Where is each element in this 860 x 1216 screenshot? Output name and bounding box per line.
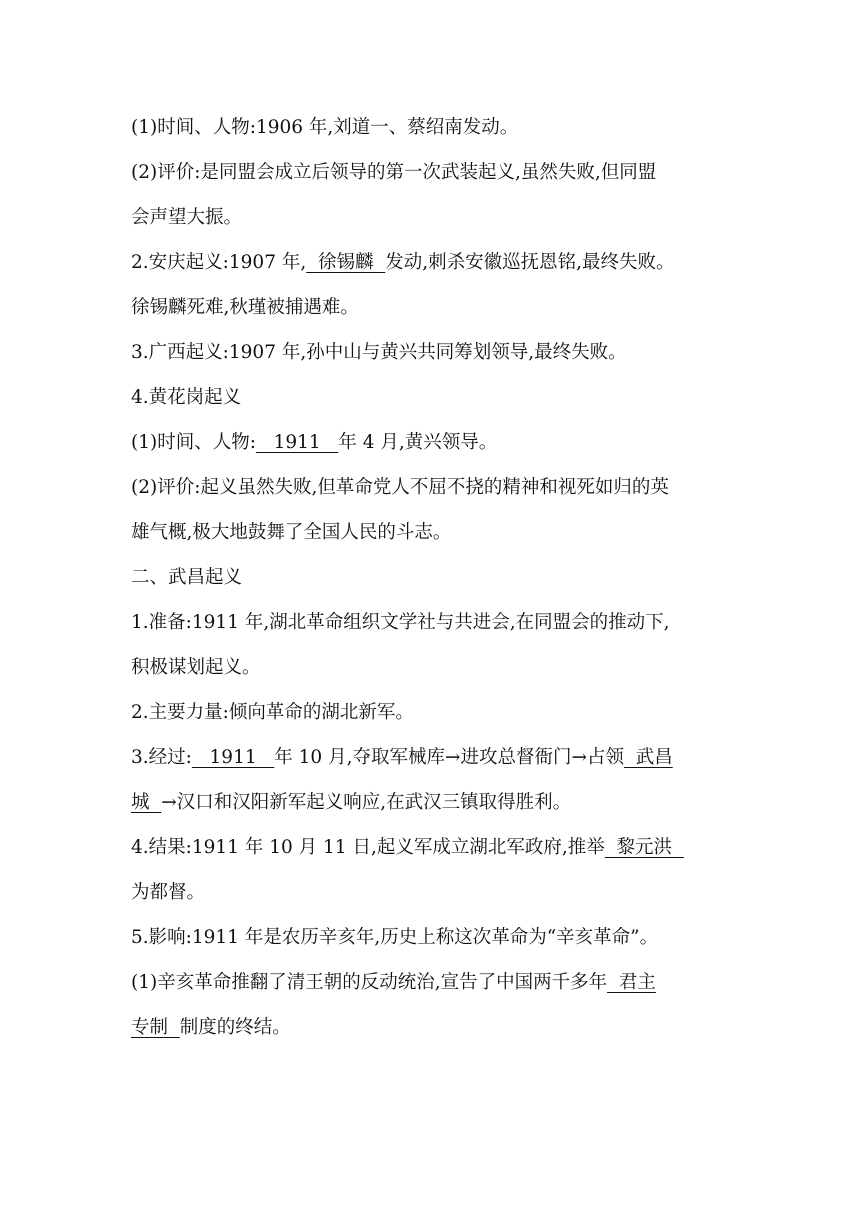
text-line-1 — [131, 115, 518, 141]
text-line-16 — [131, 790, 571, 816]
text: 5.影响:1911 年是农历辛亥年,历史上称这次革命为“辛亥革命”。 — [131, 927, 659, 948]
text: (1)时间、人物:1906 年,刘道一、蔡绍南发动。 — [131, 117, 519, 138]
text: 年 4 月,黄兴领导。 — [338, 432, 498, 453]
text-line-6 — [131, 340, 627, 366]
text-line-10 — [131, 520, 451, 546]
text-line-17 — [131, 835, 684, 861]
text: 为都督。 — [131, 882, 206, 903]
answer-blank: 黎元洪 — [604, 837, 684, 858]
text-line-4 — [131, 250, 675, 276]
text: (2)评价:是同盟会成立后领导的第一次武装起义,虽然失败,但同盟 — [131, 162, 657, 183]
section-heading — [131, 565, 242, 591]
text-line-5 — [131, 295, 359, 321]
text-line-13 — [131, 655, 261, 681]
answer-blank: 徐锡麟 — [306, 252, 386, 273]
text-line-14 — [131, 700, 414, 726]
answer-blank: 武昌 — [623, 747, 673, 768]
text-line-12 — [131, 610, 670, 636]
text-line-3 — [131, 205, 242, 231]
text-line-15 — [131, 745, 673, 771]
text-line-2 — [131, 160, 656, 186]
text-line-21 — [131, 1015, 291, 1041]
text: (2)评价:起义虽然失败,但革命党人不屈不挠的精神和视死如归的英 — [131, 477, 669, 498]
text: 发动,刺杀安徽巡抚恩铭,最终失败。 — [385, 252, 675, 273]
text: 积极谋划起义。 — [131, 657, 261, 678]
text: 雄气概,极大地鼓舞了全国人民的斗志。 — [131, 522, 452, 543]
answer-blank: 1911 — [255, 432, 339, 453]
text: 3.广西起义:1907 年,孙中山与黄兴共同筹划领导,最终失败。 — [131, 342, 627, 363]
answer-blank: 君主 — [607, 972, 656, 993]
text: 会声望大振。 — [131, 207, 243, 228]
text: 1.准备:1911 年,湖北革命组织文学社与共进会,在同盟会的推动下, — [131, 612, 670, 633]
answer-blank: 专制 — [131, 1017, 180, 1038]
answer-blank: 城 — [131, 792, 162, 813]
text-line-9 — [131, 475, 669, 501]
text: (1)时间、人物: — [131, 432, 256, 453]
text: 4.结果:1911 年 10 月 11 日,起义军成立湖北军政府,推举 — [131, 837, 605, 858]
text: 二、武昌起义 — [131, 567, 243, 588]
text-line-19 — [131, 925, 658, 951]
text-line-18 — [131, 880, 205, 906]
text: 2.安庆起义:1907 年, — [131, 252, 307, 273]
text: 徐锡麟死难,秋瑾被捕遇难。 — [131, 297, 359, 318]
text: 年 10 月,夺取军械库→进攻总督衙门→占领 — [274, 747, 624, 768]
section-heading — [131, 385, 241, 411]
text-line-8 — [131, 430, 497, 456]
answer-blank: 1911 — [191, 747, 275, 768]
text: (1)辛亥革命推翻了清王朝的反动统治,宣告了中国两千多年 — [131, 972, 608, 993]
text: 4.黄花岗起义 — [131, 387, 242, 408]
text: 2.主要力量:倾向革命的湖北新军。 — [131, 702, 414, 723]
text: →汉口和汉阳新军起义响应,在武汉三镇取得胜利。 — [161, 792, 572, 813]
text: 制度的终结。 — [179, 1017, 291, 1038]
text-line-20 — [131, 970, 656, 996]
text: 3.经过: — [131, 747, 192, 768]
